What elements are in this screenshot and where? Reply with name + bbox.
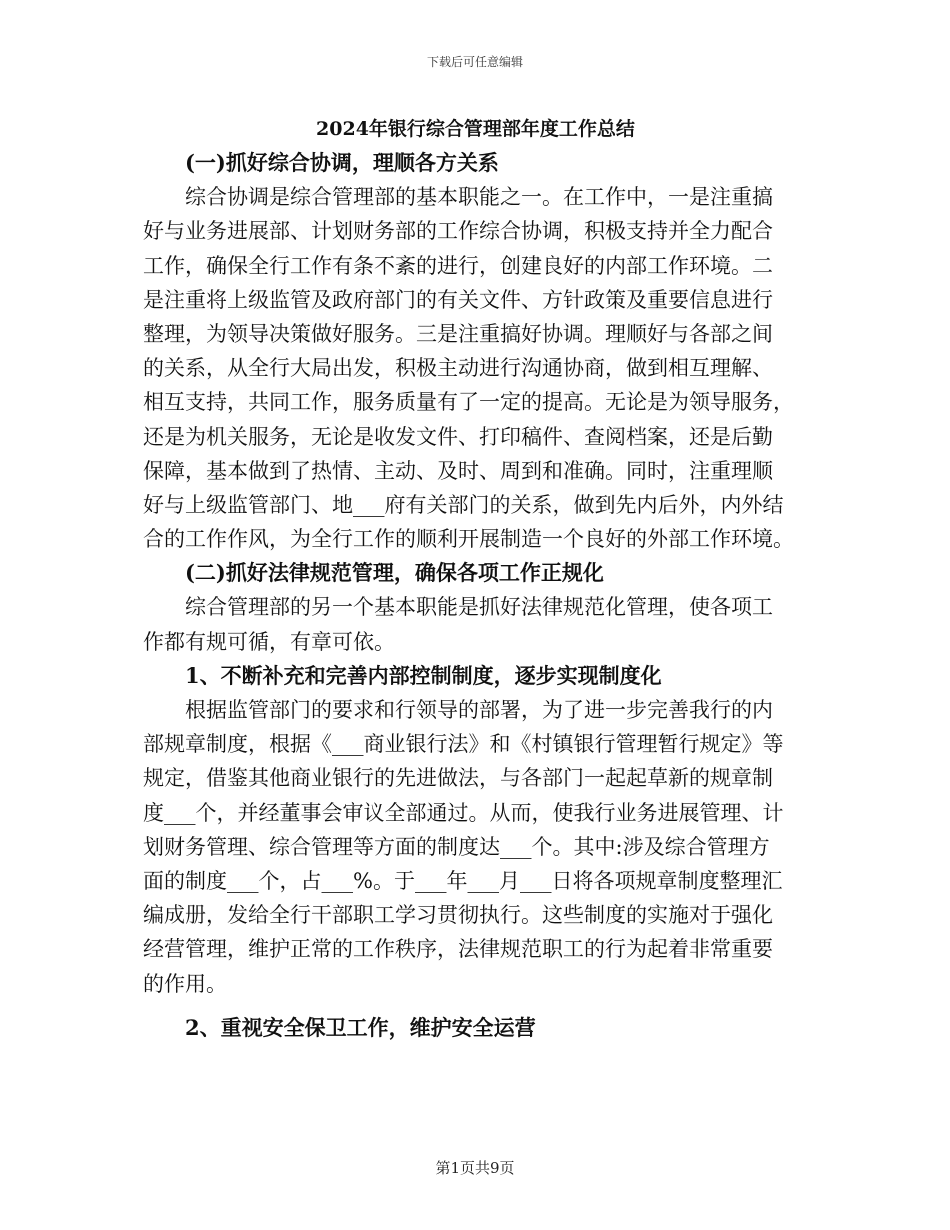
document-body	[143, 146, 808, 1045]
section-heading: (二)抓好法律规范管理，确保各项工作正规化	[185, 560, 604, 586]
subsection-heading: 1、不断补充和完善内部控制制度，逐步实现制度化	[185, 662, 662, 688]
paragraph-line: 保障，基本做到了热情、主动、及时、周到和准确。同时，注重理顺	[143, 458, 773, 483]
paragraph-line: 根据监管部门的要求和行领导的部署，为了进一步完善我行的内	[185, 698, 773, 722]
paragraph-line: 整理，为领导决策做好服务。三是注重搞好协调。理顺好与各部之间	[143, 321, 773, 346]
paragraph-line: 好与业务进展部、计划财务部的工作综合协调，积极支持并全力配合	[143, 219, 773, 244]
paragraph-line: 作都有规可循，有章可依。	[143, 629, 395, 654]
paragraph-line: 部规章制度，根据《___商业银行法》和《村镇银行管理暂行规定》等	[143, 732, 784, 757]
paragraph-line: 面的制度___个，占___%。于___年___月___日将各项规章制度整理汇	[143, 868, 783, 893]
paragraph-line: 划财务管理、综合管理等方面的制度达___个。其中:涉及综合管理方	[143, 834, 770, 859]
section-heading: (一)抓好综合协调，理顺各方关系	[185, 150, 499, 175]
paragraph-line: 的关系，从全行大局出发，积极主动进行沟通协商，做到相互理解、	[143, 356, 773, 381]
subsection-heading: 2、重视安全保卫工作，维护安全运营	[185, 1014, 536, 1040]
paragraph-line: 还是为机关服务，无论是收发文件、打印稿件、查阅档案，还是后勤	[143, 424, 773, 449]
header-note: 下载后可任意编辑	[426, 55, 523, 69]
paragraph-line: 的作用。	[143, 971, 227, 996]
paragraph-line: 相互支持，共同工作，服务质量有了一定的提高。无论是为领导服务，	[143, 390, 794, 415]
paragraph-line: 规定，借鉴其他商业银行的先进做法，与各部门一起起草新的规章制	[143, 766, 773, 791]
page-number-footer: 第1页共9页	[435, 1159, 515, 1177]
paragraph-line: 合的工作作风，为全行工作的顺利开展制造一个良好的外部工作环境。	[143, 527, 794, 552]
paragraph-line: 综合管理部的另一个基本职能是抓好法律规范化管理，使各项工	[185, 595, 773, 620]
paragraph-line: 经营管理，维护正常的工作秩序，法律规范职工的行为起着非常重要	[143, 937, 773, 962]
paragraph-line: 综合协调是综合管理部的基本职能之一。在工作中，一是注重搞	[185, 185, 773, 210]
paragraph-line: 度___个，并经董事会审议全部通过。从而，使我行业务进展管理、计	[143, 800, 784, 825]
document-title: 2024年银行综合管理部年度工作总结	[316, 118, 635, 140]
paragraph-line: 工作，确保全行工作有条不紊的进行，创建良好的内部工作环境。二	[143, 253, 773, 278]
paragraph-line: 编成册，发给全行干部职工学习贯彻执行。这些制度的实施对于强化	[143, 903, 773, 928]
paragraph-line: 好与上级监管部门、地___府有关部门的关系，做到先内后外，内外结	[143, 492, 784, 517]
paragraph-line: 是注重将上级监管及政府部门的有关文件、方针政策及重要信息进行	[143, 287, 773, 312]
